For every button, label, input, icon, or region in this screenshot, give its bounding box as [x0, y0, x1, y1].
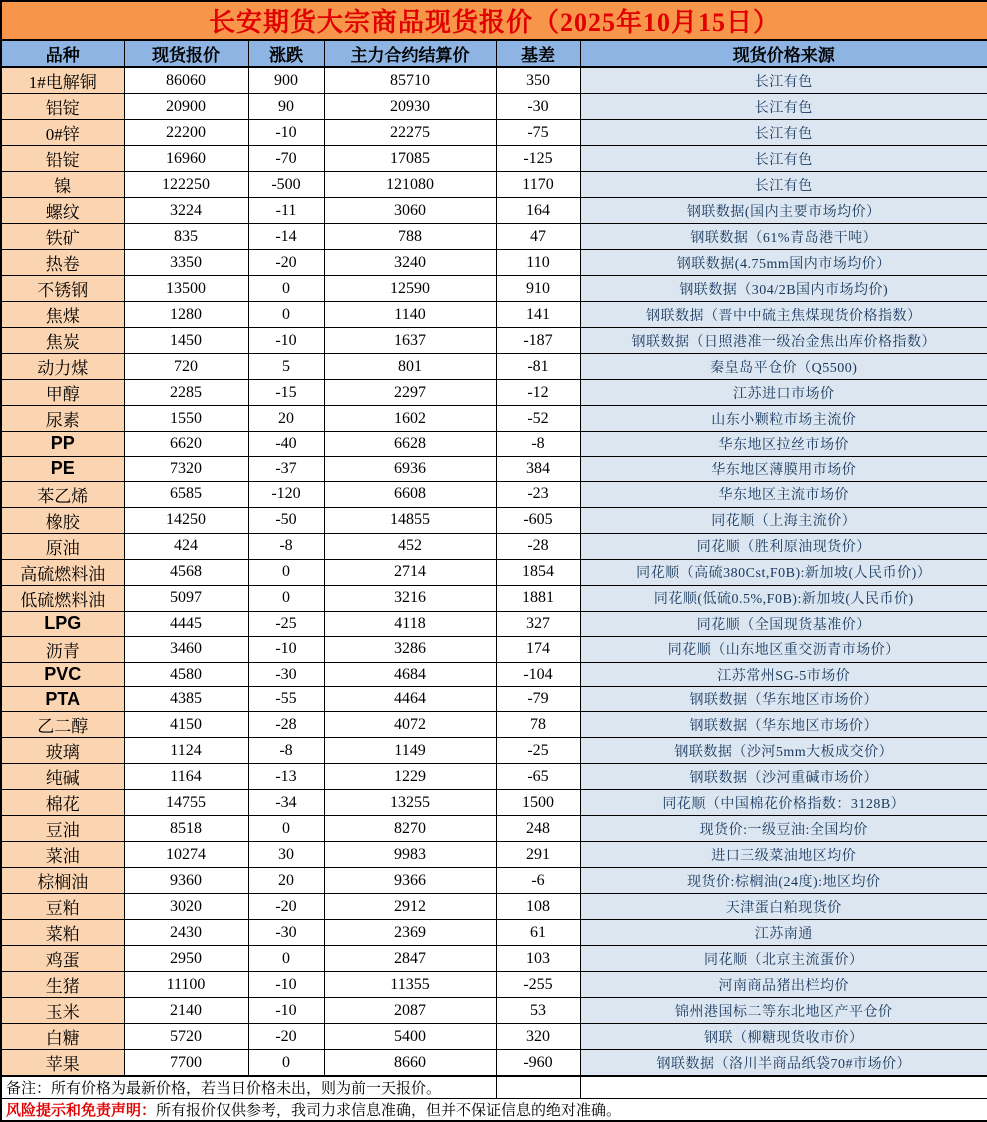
spot-price-cell: 22200: [124, 120, 248, 146]
table-row: [1, 198, 987, 224]
change-cell: -8: [248, 533, 324, 559]
basis-cell: 327: [496, 611, 580, 636]
spot-price-cell: 11100: [124, 972, 248, 998]
basis-cell: -960: [496, 1050, 580, 1077]
settlement-price-cell: 6608: [324, 481, 496, 507]
change-cell: -20: [248, 250, 324, 276]
spot-price-cell: 1550: [124, 406, 248, 432]
table-row: [1, 998, 987, 1024]
settlement-price-cell: 1229: [324, 764, 496, 790]
basis-cell: -81: [496, 354, 580, 380]
spot-price-cell: 86060: [124, 67, 248, 94]
change-cell: 0: [248, 559, 324, 585]
table-row: [1, 456, 987, 481]
table-row: [1, 507, 987, 533]
table-row: [1, 1024, 987, 1050]
commodity-name-cell: 铁矿: [1, 224, 124, 250]
source-cell: 锦州港国标二等东北地区产平仓价: [580, 998, 987, 1024]
basis-cell: -52: [496, 406, 580, 432]
change-cell: -10: [248, 328, 324, 354]
spot-price-cell: 7320: [124, 456, 248, 481]
source-cell: 钢联（柳糖现货收市价）: [580, 1024, 987, 1050]
commodity-name-cell: 低硫燃料油: [1, 585, 124, 611]
basis-cell: -8: [496, 432, 580, 457]
change-cell: -13: [248, 764, 324, 790]
spot-price-cell: 16960: [124, 146, 248, 172]
source-cell: 同花顺（胜利原油现货价）: [580, 533, 987, 559]
spot-price-cell: 8518: [124, 816, 248, 842]
settlement-price-cell: 2847: [324, 946, 496, 972]
spot-price-cell: 6620: [124, 432, 248, 457]
commodity-name-cell: 螺纹: [1, 198, 124, 224]
commodity-name-cell: 铝锭: [1, 94, 124, 120]
spot-price-cell: 1280: [124, 302, 248, 328]
table-row: [1, 533, 987, 559]
commodity-name-cell: 原油: [1, 533, 124, 559]
source-cell: 华东地区拉丝市场价: [580, 432, 987, 457]
commodity-name-cell: 菜粕: [1, 920, 124, 946]
source-cell: 长江有色: [580, 94, 987, 120]
settlement-price-cell: 3060: [324, 198, 496, 224]
table-row: [1, 611, 987, 636]
basis-cell: 53: [496, 998, 580, 1024]
settlement-price-cell: 5400: [324, 1024, 496, 1050]
spot-price-cell: 14755: [124, 790, 248, 816]
change-cell: 0: [248, 276, 324, 302]
source-cell: 长江有色: [580, 172, 987, 198]
source-cell: 钢联数据（晋中中硫主焦煤现货价格指数）: [580, 302, 987, 328]
source-cell: 进口三级菜油地区均价: [580, 842, 987, 868]
table-row: [1, 946, 987, 972]
settlement-price-cell: 2297: [324, 380, 496, 406]
settlement-price-cell: 6936: [324, 456, 496, 481]
settlement-price-cell: 1149: [324, 738, 496, 764]
change-cell: 0: [248, 585, 324, 611]
commodity-name-cell: PTA: [1, 687, 124, 712]
change-cell: 30: [248, 842, 324, 868]
change-cell: -55: [248, 687, 324, 712]
commodity-name-cell: 生猪: [1, 972, 124, 998]
spot-price-cell: 2950: [124, 946, 248, 972]
table-row: [1, 790, 987, 816]
settlement-price-cell: 22275: [324, 120, 496, 146]
basis-cell: -6: [496, 868, 580, 894]
change-cell: 900: [248, 67, 324, 94]
table-row: [1, 302, 987, 328]
settlement-price-cell: 17085: [324, 146, 496, 172]
change-cell: -50: [248, 507, 324, 533]
spot-price-cell: 20900: [124, 94, 248, 120]
commodity-name-cell: 豆粕: [1, 894, 124, 920]
source-cell: 同花顺（全国现货基准价）: [580, 611, 987, 636]
commodity-name-cell: 豆油: [1, 816, 124, 842]
change-cell: -28: [248, 712, 324, 738]
settlement-price-cell: 3216: [324, 585, 496, 611]
commodity-name-cell: 0#锌: [1, 120, 124, 146]
basis-cell: -104: [496, 662, 580, 687]
settlement-price-cell: 8660: [324, 1050, 496, 1077]
commodity-name-cell: PP: [1, 432, 124, 457]
source-cell: 长江有色: [580, 120, 987, 146]
table-row: [1, 406, 987, 432]
source-cell: 长江有色: [580, 67, 987, 94]
commodity-name-cell: 尿素: [1, 406, 124, 432]
change-cell: 20: [248, 406, 324, 432]
basis-cell: 1854: [496, 559, 580, 585]
commodity-name-cell: PE: [1, 456, 124, 481]
column-header-source: 现货价格来源: [580, 40, 987, 67]
change-cell: -15: [248, 380, 324, 406]
commodity-name-cell: 菜油: [1, 842, 124, 868]
basis-cell: 47: [496, 224, 580, 250]
table-row: [1, 276, 987, 302]
source-cell: 长江有色: [580, 146, 987, 172]
spot-price-cell: 4580: [124, 662, 248, 687]
basis-cell: -187: [496, 328, 580, 354]
table-row: [1, 972, 987, 998]
spot-price-cell: 4445: [124, 611, 248, 636]
table-row: [1, 146, 987, 172]
footer-disclaimer: [1, 1099, 987, 1122]
settlement-price-cell: 121080: [324, 172, 496, 198]
column-header-spot-price: 现货报价: [124, 40, 248, 67]
spot-price-cell: 720: [124, 354, 248, 380]
change-cell: -20: [248, 1024, 324, 1050]
spot-price-cell: 5097: [124, 585, 248, 611]
table-row: [1, 432, 987, 457]
commodity-name-cell: 白糖: [1, 1024, 124, 1050]
column-header-variety: 品种: [1, 40, 124, 67]
settlement-price-cell: 12590: [324, 276, 496, 302]
settlement-price-cell: 2912: [324, 894, 496, 920]
table-row: [1, 172, 987, 198]
basis-cell: -28: [496, 533, 580, 559]
settlement-price-cell: 452: [324, 533, 496, 559]
spot-price-cell: 6585: [124, 481, 248, 507]
source-cell: 钢联数据（华东地区市场价）: [580, 712, 987, 738]
basis-cell: 1881: [496, 585, 580, 611]
table-row: [1, 328, 987, 354]
change-cell: -10: [248, 972, 324, 998]
spot-price-cell: 3020: [124, 894, 248, 920]
spot-price-cell: 4385: [124, 687, 248, 712]
source-cell: 江苏进口市场价: [580, 380, 987, 406]
basis-cell: 164: [496, 198, 580, 224]
commodity-name-cell: 橡胶: [1, 507, 124, 533]
basis-cell: 103: [496, 946, 580, 972]
table-row: [1, 1050, 987, 1077]
table-row: [1, 894, 987, 920]
disclaimer-label: 风险提示和免责声明：: [6, 1103, 157, 1120]
basis-cell: -65: [496, 764, 580, 790]
settlement-price-cell: 4684: [324, 662, 496, 687]
change-cell: -30: [248, 662, 324, 687]
change-cell: 5: [248, 354, 324, 380]
settlement-price-cell: 9983: [324, 842, 496, 868]
source-cell: 江苏常州SG-5市场价: [580, 662, 987, 687]
column-header-change: 涨跌: [248, 40, 324, 67]
change-cell: -10: [248, 636, 324, 662]
source-cell: 钢联数据(国内主要市场均价）: [580, 198, 987, 224]
commodity-name-cell: 棕榈油: [1, 868, 124, 894]
table-row: [1, 67, 987, 94]
basis-cell: 110: [496, 250, 580, 276]
spot-price-cell: 10274: [124, 842, 248, 868]
source-cell: 钢联数据（61%青岛港干吨）: [580, 224, 987, 250]
commodity-name-cell: 铅锭: [1, 146, 124, 172]
commodity-name-cell: 棉花: [1, 790, 124, 816]
source-cell: 江苏南通: [580, 920, 987, 946]
table-row: [1, 224, 987, 250]
change-cell: 0: [248, 302, 324, 328]
table-row: [1, 559, 987, 585]
settlement-price-cell: 1602: [324, 406, 496, 432]
table-row: [1, 662, 987, 687]
table-row: [1, 354, 987, 380]
column-header-basis: 基差: [496, 40, 580, 67]
spot-price-cell: 1164: [124, 764, 248, 790]
settlement-price-cell: 1140: [324, 302, 496, 328]
spot-price-cell: 1124: [124, 738, 248, 764]
source-cell: 钢联数据（日照港准一级冶金焦出库价格指数）: [580, 328, 987, 354]
change-cell: -37: [248, 456, 324, 481]
source-cell: 华东地区主流市场价: [580, 481, 987, 507]
commodity-name-cell: 动力煤: [1, 354, 124, 380]
basis-cell: 910: [496, 276, 580, 302]
column-header-row: [1, 40, 987, 67]
basis-cell: 174: [496, 636, 580, 662]
spot-price-cell: 2430: [124, 920, 248, 946]
spot-price-cell: 5720: [124, 1024, 248, 1050]
change-cell: -30: [248, 920, 324, 946]
table-row: [1, 380, 987, 406]
commodity-name-cell: 1#电解铜: [1, 67, 124, 94]
basis-cell: -79: [496, 687, 580, 712]
commodity-name-cell: 沥青: [1, 636, 124, 662]
commodity-name-cell: 苹果: [1, 1050, 124, 1077]
table-row: [1, 250, 987, 276]
settlement-price-cell: 4118: [324, 611, 496, 636]
commodity-name-cell: 热卷: [1, 250, 124, 276]
basis-cell: 1170: [496, 172, 580, 198]
change-cell: 0: [248, 816, 324, 842]
spot-price-cell: 9360: [124, 868, 248, 894]
change-cell: -10: [248, 120, 324, 146]
source-cell: 同花顺（北京主流蛋价）: [580, 946, 987, 972]
spot-price-cell: 7700: [124, 1050, 248, 1077]
settlement-price-cell: 6628: [324, 432, 496, 457]
change-cell: -500: [248, 172, 324, 198]
source-cell: 钢联数据（304/2B国内市场均价): [580, 276, 987, 302]
source-cell: 钢联数据(4.75mm国内市场均价）: [580, 250, 987, 276]
basis-cell: 248: [496, 816, 580, 842]
commodity-name-cell: PVC: [1, 662, 124, 687]
settlement-price-cell: 9366: [324, 868, 496, 894]
table-row: [1, 687, 987, 712]
commodity-name-cell: 玻璃: [1, 738, 124, 764]
spot-price-cell: 3224: [124, 198, 248, 224]
basis-cell: -30: [496, 94, 580, 120]
spot-price-cell: 424: [124, 533, 248, 559]
commodity-name-cell: 焦煤: [1, 302, 124, 328]
table-row: [1, 636, 987, 662]
commodity-name-cell: LPG: [1, 611, 124, 636]
basis-cell: 108: [496, 894, 580, 920]
change-cell: -8: [248, 738, 324, 764]
change-cell: -14: [248, 224, 324, 250]
settlement-price-cell: 1637: [324, 328, 496, 354]
spot-price-cell: 4568: [124, 559, 248, 585]
settlement-price-cell: 2714: [324, 559, 496, 585]
source-cell: 现货价:一级豆油:全国均价: [580, 816, 987, 842]
table-row: [1, 816, 987, 842]
basis-cell: -255: [496, 972, 580, 998]
settlement-price-cell: 13255: [324, 790, 496, 816]
commodity-name-cell: 玉米: [1, 998, 124, 1024]
basis-cell: 350: [496, 67, 580, 94]
settlement-price-cell: 2087: [324, 998, 496, 1024]
change-cell: -25: [248, 611, 324, 636]
change-cell: 90: [248, 94, 324, 120]
source-cell: 河南商品猪出栏均价: [580, 972, 987, 998]
basis-cell: -12: [496, 380, 580, 406]
change-cell: -120: [248, 481, 324, 507]
spot-price-cell: 835: [124, 224, 248, 250]
source-cell: 现货价:棕榈油(24度):地区均价: [580, 868, 987, 894]
spot-price-cell: 2285: [124, 380, 248, 406]
settlement-price-cell: 4464: [324, 687, 496, 712]
basis-cell: 78: [496, 712, 580, 738]
settlement-price-cell: 11355: [324, 972, 496, 998]
commodity-name-cell: 镍: [1, 172, 124, 198]
source-cell: 华东地区薄膜用市场价: [580, 456, 987, 481]
basis-cell: 1500: [496, 790, 580, 816]
table-row: [1, 712, 987, 738]
commodity-name-cell: 苯乙烯: [1, 481, 124, 507]
settlement-price-cell: 788: [324, 224, 496, 250]
table-row: [1, 764, 987, 790]
spot-price-cell: 3350: [124, 250, 248, 276]
table-row: [1, 920, 987, 946]
change-cell: -34: [248, 790, 324, 816]
settlement-price-cell: 20930: [324, 94, 496, 120]
commodity-name-cell: 不锈钢: [1, 276, 124, 302]
footer-empty-cell: [580, 1076, 987, 1099]
table-row: [1, 94, 987, 120]
change-cell: -70: [248, 146, 324, 172]
spot-price-cell: 13500: [124, 276, 248, 302]
settlement-price-cell: 3240: [324, 250, 496, 276]
settlement-price-cell: 3286: [324, 636, 496, 662]
spot-price-cell: 2140: [124, 998, 248, 1024]
basis-cell: -25: [496, 738, 580, 764]
table-row: [1, 868, 987, 894]
settlement-price-cell: 2369: [324, 920, 496, 946]
basis-cell: 320: [496, 1024, 580, 1050]
footer-disclaimer-row: [1, 1099, 987, 1122]
table-row: [1, 585, 987, 611]
settlement-price-cell: 85710: [324, 67, 496, 94]
column-header-settlement: 主力合约结算价: [324, 40, 496, 67]
source-cell: 山东小颗粒市场主流价: [580, 406, 987, 432]
change-cell: 0: [248, 946, 324, 972]
page-title: 长安期货大宗商品现货报价（2025年10月15日）: [1, 1, 987, 40]
source-cell: 秦皇岛平仓价（Q5500): [580, 354, 987, 380]
change-cell: -40: [248, 432, 324, 457]
source-cell: 同花顺（上海主流价）: [580, 507, 987, 533]
commodity-name-cell: 甲醇: [1, 380, 124, 406]
change-cell: -20: [248, 894, 324, 920]
change-cell: -10: [248, 998, 324, 1024]
commodity-name-cell: 鸡蛋: [1, 946, 124, 972]
spot-price-cell: 1450: [124, 328, 248, 354]
settlement-price-cell: 14855: [324, 507, 496, 533]
settlement-price-cell: 4072: [324, 712, 496, 738]
basis-cell: 141: [496, 302, 580, 328]
title-row: [1, 1, 987, 40]
basis-cell: 384: [496, 456, 580, 481]
change-cell: -11: [248, 198, 324, 224]
spot-price-cell: 3460: [124, 636, 248, 662]
commodity-name-cell: 高硫燃料油: [1, 559, 124, 585]
source-cell: 钢联数据（沙河重碱市场价）: [580, 764, 987, 790]
table-row: [1, 120, 987, 146]
change-cell: 0: [248, 1050, 324, 1077]
table-row: [1, 738, 987, 764]
source-cell: 钢联数据（沙河5mm大板成交价）: [580, 738, 987, 764]
change-cell: 20: [248, 868, 324, 894]
spot-price-cell: 122250: [124, 172, 248, 198]
disclaimer-text: 所有报价仅供参考，我司力求信息准确，但并不保证信息的绝对准确。: [156, 1103, 622, 1120]
settlement-price-cell: 801: [324, 354, 496, 380]
basis-cell: 61: [496, 920, 580, 946]
source-cell: 同花顺（高硫380Cst,F0B):新加坡(人民币价)）: [580, 559, 987, 585]
source-cell: 同花顺（中国棉花价格指数：3128B）: [580, 790, 987, 816]
basis-cell: -605: [496, 507, 580, 533]
commodity-name-cell: 乙二醇: [1, 712, 124, 738]
footer-note: 备注：所有价格为最新价格，若当日价格未出，则为前一天报价。: [1, 1076, 496, 1099]
basis-cell: -75: [496, 120, 580, 146]
table-row: [1, 481, 987, 507]
source-cell: 钢联数据（洛川半商品纸袋70#市场价）: [580, 1050, 987, 1077]
source-cell: 钢联数据（华东地区市场价）: [580, 687, 987, 712]
basis-cell: 291: [496, 842, 580, 868]
spot-price-cell: 4150: [124, 712, 248, 738]
footer-empty-cell: [496, 1076, 580, 1099]
source-cell: 天津蛋白粕现货价: [580, 894, 987, 920]
spot-price-cell: 14250: [124, 507, 248, 533]
footer-note-row: [1, 1076, 987, 1099]
source-cell: 同花顺（山东地区重交沥青市场价）: [580, 636, 987, 662]
basis-cell: -23: [496, 481, 580, 507]
source-cell: 同花顺(低硫0.5%,F0B):新加坡(人民币价): [580, 585, 987, 611]
settlement-price-cell: 8270: [324, 816, 496, 842]
basis-cell: -125: [496, 146, 580, 172]
table-row: [1, 842, 987, 868]
commodity-name-cell: 纯碱: [1, 764, 124, 790]
commodity-name-cell: 焦炭: [1, 328, 124, 354]
